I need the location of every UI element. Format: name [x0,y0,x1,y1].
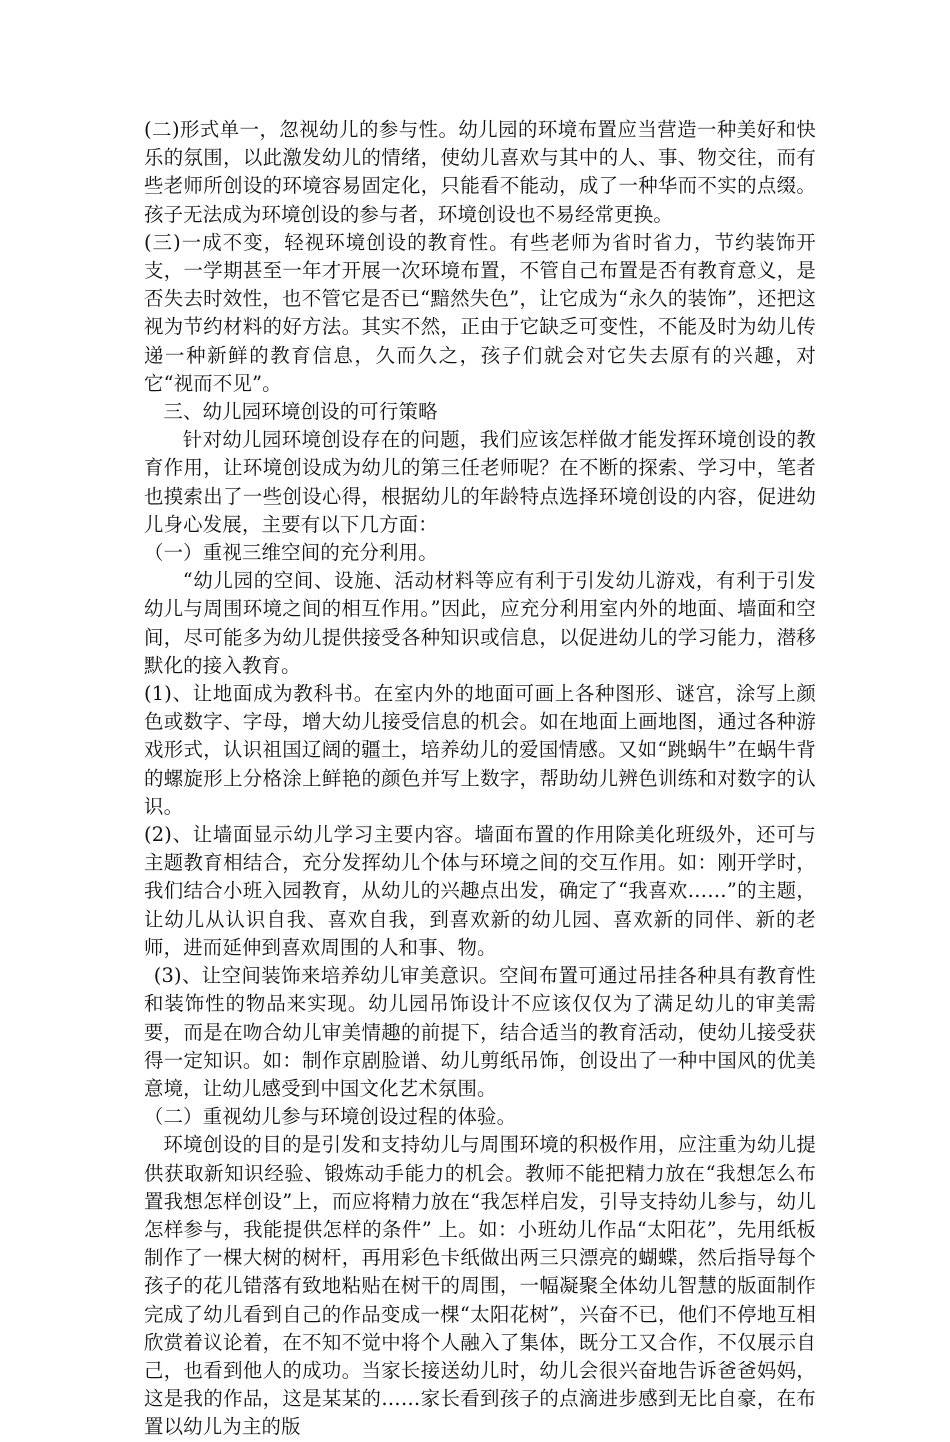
paragraph-floor-textbook: (1)、让地面成为教科书。在室内外的地面可画上各种图形、谜宫，涂写上颜色或数字、字母，增大幼儿接受信息的机会。如在地面上画地图，通过各种游戏形式，认识祖国辽阔的疆土，培养幼儿的爱国情感。又如“跳蜗牛”在蜗牛背的螺旋形上分格涂上鲜艳的颜色并写上数字，帮助幼儿辨色训练和对数字的认识。 [144,682,816,818]
paragraph-wall-content: (2)、让墙面显示幼儿学习主要内容。墙面布置的作用除美化班级外，还可与主题教育相结合，充分发挥幼儿个体与环境之间的交互作用。如：刚开学时，我们结合小班入园教育，从幼儿的兴趣点出发，确定了“我喜欢……”的主题，让幼儿从认识自我、喜欢自我，到喜欢新的幼儿园、喜欢新的同伴、新的老师，进而延伸到喜欢周围的人和事、物。 [144,823,816,959]
paragraph-strategies-intro: 针对幼儿园环境创设存在的问题，我们应该怎样做才能发挥环境创设的教育作用，让环境创设成为幼儿的第三任老师呢？在不断的探索、学习中，笔者也摸索出了一些创设心得，根据幼儿的年龄特点选择环境创设的内容，促进幼儿身心发展，主要有以下几方面： [144,428,816,536]
subheading-three-dimensional-space: （一）重视三维空间的充分利用。 [144,541,438,565]
subheading-child-participation: （二）重视幼儿参与环境创设过程的体验。 [144,1105,517,1129]
section-heading-strategies: 三、幼儿园环境创设的可行策略 [163,400,438,424]
document-page [144,116,816,1442]
paragraph-space-quote: “幼儿园的空间、设施、活动材料等应有利于引发幼儿游戏，有利于引发幼儿与周围环境之间的相互作用。”因此，应充分利用室内外的地面、墙面和空间，尽可能多为幼儿提供接受各种知识或信息，以促进幼儿的学习能力，潜移默化的接入教育。 [144,569,816,677]
paragraph-unchanging: (三)一成不变，轻视环境创设的教育性。有些老师为省时省力，节约装饰开支，一学期甚至一年才开展一次环境布置，不管自己布置是否有教育意义，是否失去时效性，也不管它是否已“黯然失色”，让它成为“永久的装饰”，还把这视为节约材料的好方法。其实不然，正由于它缺乏可变性，不能及时为幼儿传递一种新鲜的教育信息，久而久之，孩子们就会对它失去原有的兴趣，对它“视而不见”。 [144,230,816,395]
paragraph-form-single: (二)形式单一，忽视幼儿的参与性。幼儿园的环境布置应当营造一种美好和快乐的氛围，以此激发幼儿的情绪，使幼儿喜欢与其中的人、事、物交往，而有些老师所创设的环境容易固定化，只能看不能动，成了一种华而不实的点缀。孩子无法成为环境创设的参与者，环境创设也不易经常更换。 [144,118,816,226]
paragraph-environment-purpose: 环境创设的目的是引发和支持幼儿与周围环境的积极作用，应注重为幼儿提供获取新知识经验、锻炼动手能力的机会。教师不能把精力放在“我想怎么布置我想怎样创设”上，而应将精力放在“我怎样启发，引导支持幼儿参与，幼儿怎样参与，我能提供怎样的条件” 上。如：小班幼儿作品“太阳花”，先用纸板制作了一棵大树的树杆，再用彩色卡纸做出两三只漂亮的蝴蝶，然后指导每个孩子的花儿错落有致地粘贴在树干的周围，一幅凝聚全体幼儿智慧的版面制作完成了幼儿看到自己的作品变成一棵“太阳花树”，兴奋不已，他们不停地互相欣赏着议论着，在不知不觉中将个人融入了集体，既分工又合作，不仅展示自己，也看到他人的成功。当家长接送幼儿时，幼儿会很兴奋地告诉爸爸妈妈，这是我的作品，这是某某的……家长看到孩子的点滴进步感到无比自豪，在布置以幼儿为主的版 [144,1133,816,1439]
paragraph-space-decoration: (3)、让空间装饰来培养幼儿审美意识。空间布置可通过吊挂各种具有教育性和装饰性的物品来实现。幼儿园吊饰设计不应该仅仅为了满足幼儿的审美需要，而是在吻合幼儿审美情趣的前提下，结合适当的教育活动，使幼儿接受获得一定知识。如：制作京剧脸谱、幼儿剪纸吊饰，创设出了一种中国风的优美意境，让幼儿感受到中国文化艺术氛围。 [144,964,816,1100]
